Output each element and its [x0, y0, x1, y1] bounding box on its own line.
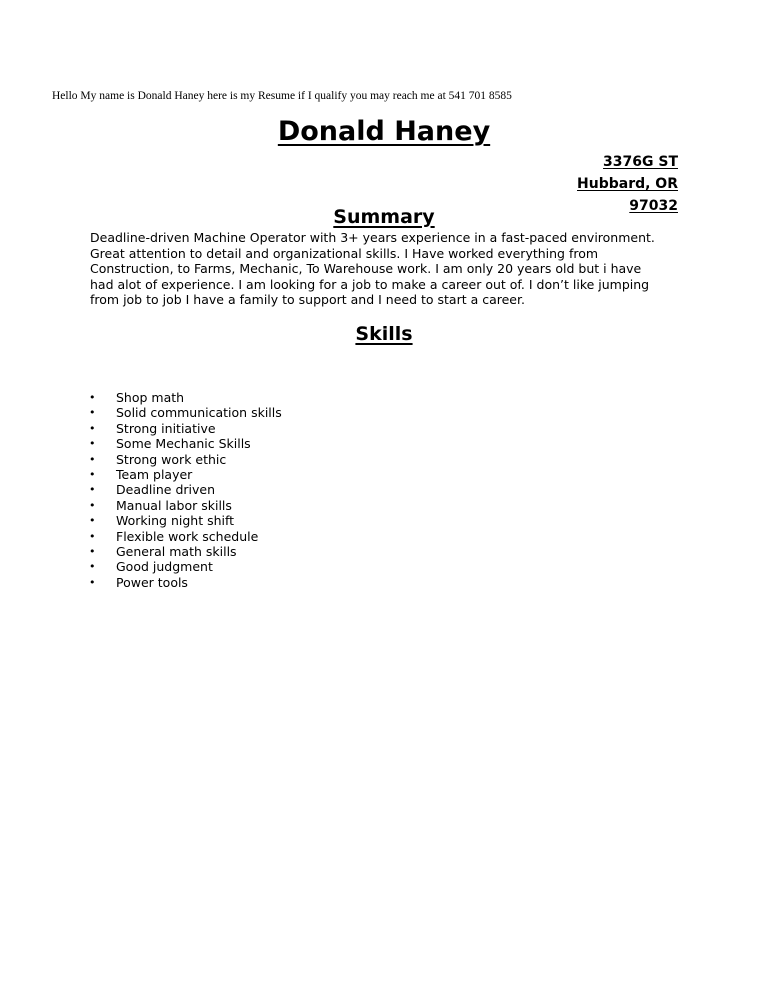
- bullet-icon: •: [89, 529, 96, 543]
- skill-label: Strong initiative: [116, 420, 216, 436]
- name-heading: Donald Haney: [277, 116, 491, 147]
- skill-label: Working night shift: [116, 513, 235, 529]
- bullet-icon: •: [89, 560, 96, 574]
- skills-list: [88, 390, 282, 590]
- skill-label: Team player: [116, 467, 193, 483]
- skill-label: General math skills: [116, 544, 237, 560]
- list-item: [88, 575, 282, 590]
- skill-label: Flexible work schedule: [116, 528, 259, 544]
- list-item: [88, 452, 282, 467]
- skill-label: Strong work ethic: [116, 451, 227, 467]
- bullet-icon: •: [89, 421, 96, 435]
- skill-label: Solid communication skills: [116, 405, 282, 421]
- skill-label: Shop math: [116, 390, 185, 405]
- address-zip: 97032: [629, 198, 678, 214]
- list-item: [88, 436, 282, 451]
- skill-label: Deadline driven: [116, 482, 215, 498]
- list-item: [88, 498, 282, 513]
- skill-label: Some Mechanic Skills: [116, 436, 251, 452]
- list-item: [88, 529, 282, 544]
- list-item: [88, 405, 282, 420]
- bullet-icon: •: [89, 575, 96, 589]
- summary-line: Great attention to detail and organizational skills. I Have worked everything from: [90, 245, 599, 261]
- list-item: [88, 390, 282, 405]
- bullet-icon: •: [89, 545, 96, 559]
- skill-label: Power tools: [116, 574, 188, 590]
- skill-label: Manual labor skills: [116, 497, 232, 513]
- summary-line: had alot of experience. I am looking for a job to make a career out of. I don’t like jumping: [90, 276, 650, 292]
- summary-heading: Summary: [333, 206, 435, 228]
- list-item: [88, 467, 282, 482]
- skills-heading: Skills: [355, 323, 413, 345]
- bullet-icon: •: [89, 437, 96, 451]
- intro-line: Hello My name is Donald Haney here is my Resume if I qualify you may reach me at 541 701 8585: [52, 90, 512, 102]
- bullet-icon: •: [89, 483, 96, 497]
- list-item: [88, 421, 282, 436]
- summary-line: Construction, to Farms, Mechanic, To Warehouse work. I am only 20 years old but i have: [90, 261, 642, 276]
- bullet-icon: •: [89, 391, 96, 404]
- bullet-icon: •: [89, 514, 96, 528]
- skill-label: Good judgment: [116, 559, 213, 575]
- bullet-icon: •: [89, 468, 96, 482]
- address-city-state: Hubbard, OR: [577, 176, 678, 192]
- bullet-icon: •: [89, 452, 96, 466]
- summary-paragraph: [90, 230, 690, 308]
- bullet-icon: •: [89, 498, 96, 512]
- summary-line: from job to job I have a family to support and I need to start a career.: [90, 292, 525, 307]
- list-item: [88, 544, 282, 559]
- list-item: [88, 559, 282, 574]
- list-item: [88, 513, 282, 528]
- address-street: 3376G ST: [603, 154, 678, 170]
- summary-line: Deadline-driven Machine Operator with 3+ years experience in a fast-paced environment.: [90, 230, 655, 245]
- list-item: [88, 482, 282, 497]
- bullet-icon: •: [89, 406, 96, 420]
